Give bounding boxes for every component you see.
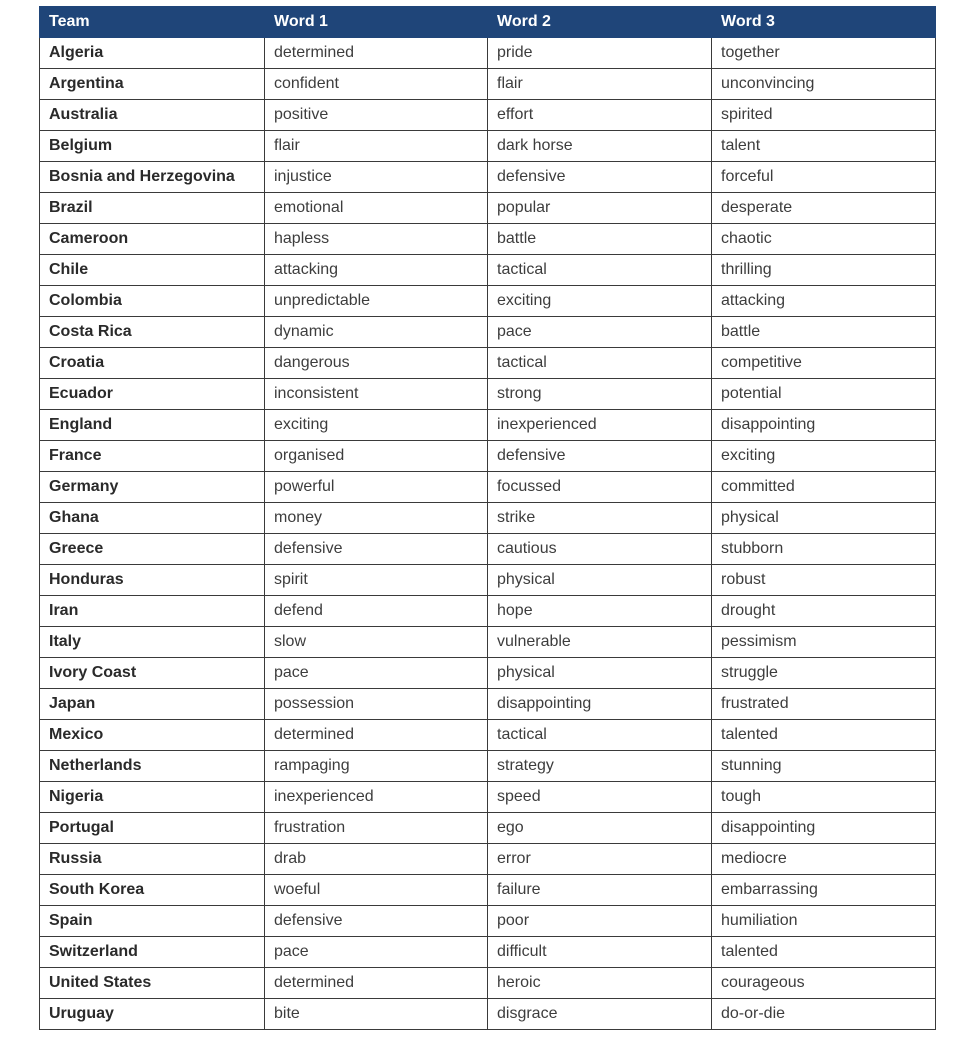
team-cell: Algeria [40, 38, 265, 69]
table-row [40, 658, 936, 689]
word-3-cell: courageous [712, 968, 936, 999]
word-2-cell: heroic [488, 968, 712, 999]
word-3-cell: disappointing [712, 813, 936, 844]
table-row [40, 627, 936, 658]
table-row [40, 751, 936, 782]
team-words-table [39, 6, 936, 1030]
word-2-cell: defensive [488, 162, 712, 193]
table-row [40, 100, 936, 131]
word-2-cell: effort [488, 100, 712, 131]
team-cell: Netherlands [40, 751, 265, 782]
word-2-cell: inexperienced [488, 410, 712, 441]
table-body [40, 38, 936, 1030]
table-header [40, 7, 936, 38]
word-3-cell: humiliation [712, 906, 936, 937]
table-row [40, 534, 936, 565]
word-1-cell: determined [265, 720, 488, 751]
table-row [40, 38, 936, 69]
table-row [40, 937, 936, 968]
word-1-cell: pace [265, 937, 488, 968]
table-row [40, 193, 936, 224]
word-3-cell: potential [712, 379, 936, 410]
word-1-cell: unpredictable [265, 286, 488, 317]
word-2-cell: error [488, 844, 712, 875]
team-cell: Nigeria [40, 782, 265, 813]
word-3-cell: desperate [712, 193, 936, 224]
table-row [40, 999, 936, 1030]
word-3-cell: battle [712, 317, 936, 348]
word-1-cell: determined [265, 38, 488, 69]
team-cell: Japan [40, 689, 265, 720]
team-cell: Ivory Coast [40, 658, 265, 689]
team-cell: Ghana [40, 503, 265, 534]
word-1-cell: spirit [265, 565, 488, 596]
table-row [40, 596, 936, 627]
word-3-cell: physical [712, 503, 936, 534]
word-2-cell: defensive [488, 441, 712, 472]
word-2-cell: poor [488, 906, 712, 937]
word-2-cell: strategy [488, 751, 712, 782]
team-cell: Italy [40, 627, 265, 658]
table-row [40, 410, 936, 441]
word-3-cell: talent [712, 131, 936, 162]
word-2-cell: difficult [488, 937, 712, 968]
word-1-cell: pace [265, 658, 488, 689]
word-1-cell: slow [265, 627, 488, 658]
word-3-cell: mediocre [712, 844, 936, 875]
word-3-cell: competitive [712, 348, 936, 379]
team-cell: Bosnia and Herzegovina [40, 162, 265, 193]
table-row [40, 844, 936, 875]
word-3-cell: embarrassing [712, 875, 936, 906]
table-row [40, 689, 936, 720]
column-header-team: Team [40, 7, 265, 38]
word-3-cell: disappointing [712, 410, 936, 441]
word-2-cell: disgrace [488, 999, 712, 1030]
table-row [40, 379, 936, 410]
column-header-word-1: Word 1 [265, 7, 488, 38]
word-1-cell: inconsistent [265, 379, 488, 410]
team-cell: Costa Rica [40, 317, 265, 348]
word-3-cell: stubborn [712, 534, 936, 565]
table-row [40, 162, 936, 193]
word-3-cell: exciting [712, 441, 936, 472]
table-row [40, 224, 936, 255]
team-cell: Portugal [40, 813, 265, 844]
word-3-cell: committed [712, 472, 936, 503]
word-3-cell: forceful [712, 162, 936, 193]
word-1-cell: defensive [265, 534, 488, 565]
word-1-cell: powerful [265, 472, 488, 503]
word-2-cell: focussed [488, 472, 712, 503]
team-cell: Chile [40, 255, 265, 286]
column-header-word-3: Word 3 [712, 7, 936, 38]
word-3-cell: thrilling [712, 255, 936, 286]
word-2-cell: physical [488, 658, 712, 689]
team-cell: Mexico [40, 720, 265, 751]
word-2-cell: physical [488, 565, 712, 596]
team-cell: Australia [40, 100, 265, 131]
team-cell: France [40, 441, 265, 472]
word-2-cell: dark horse [488, 131, 712, 162]
column-header-word-2: Word 2 [488, 7, 712, 38]
table-row [40, 69, 936, 100]
team-cell: Russia [40, 844, 265, 875]
word-1-cell: frustration [265, 813, 488, 844]
word-1-cell: determined [265, 968, 488, 999]
table-row [40, 131, 936, 162]
word-2-cell: failure [488, 875, 712, 906]
word-2-cell: disappointing [488, 689, 712, 720]
word-1-cell: flair [265, 131, 488, 162]
team-cell: South Korea [40, 875, 265, 906]
word-2-cell: exciting [488, 286, 712, 317]
table-row [40, 317, 936, 348]
team-cell: Uruguay [40, 999, 265, 1030]
word-1-cell: inexperienced [265, 782, 488, 813]
team-cell: Croatia [40, 348, 265, 379]
word-3-cell: chaotic [712, 224, 936, 255]
word-2-cell: pride [488, 38, 712, 69]
word-1-cell: money [265, 503, 488, 534]
word-2-cell: tactical [488, 720, 712, 751]
word-2-cell: hope [488, 596, 712, 627]
word-1-cell: attacking [265, 255, 488, 286]
table-row [40, 720, 936, 751]
team-cell: Switzerland [40, 937, 265, 968]
word-3-cell: together [712, 38, 936, 69]
team-cell: Belgium [40, 131, 265, 162]
word-2-cell: vulnerable [488, 627, 712, 658]
word-1-cell: rampaging [265, 751, 488, 782]
table-row [40, 348, 936, 379]
word-1-cell: dynamic [265, 317, 488, 348]
table-row [40, 503, 936, 534]
header-row [40, 7, 936, 38]
word-1-cell: defensive [265, 906, 488, 937]
table-row [40, 286, 936, 317]
word-2-cell: ego [488, 813, 712, 844]
word-3-cell: struggle [712, 658, 936, 689]
word-2-cell: strong [488, 379, 712, 410]
word-3-cell: unconvincing [712, 69, 936, 100]
word-1-cell: possession [265, 689, 488, 720]
word-3-cell: do-or-die [712, 999, 936, 1030]
word-2-cell: cautious [488, 534, 712, 565]
team-cell: United States [40, 968, 265, 999]
word-3-cell: pessimism [712, 627, 936, 658]
word-3-cell: stunning [712, 751, 936, 782]
table-row [40, 255, 936, 286]
word-3-cell: frustrated [712, 689, 936, 720]
word-2-cell: popular [488, 193, 712, 224]
word-1-cell: injustice [265, 162, 488, 193]
word-2-cell: tactical [488, 348, 712, 379]
word-3-cell: spirited [712, 100, 936, 131]
word-1-cell: emotional [265, 193, 488, 224]
team-cell: Brazil [40, 193, 265, 224]
word-3-cell: talented [712, 720, 936, 751]
word-2-cell: battle [488, 224, 712, 255]
word-1-cell: positive [265, 100, 488, 131]
table-row [40, 813, 936, 844]
table-row [40, 875, 936, 906]
team-cell: Ecuador [40, 379, 265, 410]
table-row [40, 906, 936, 937]
word-3-cell: robust [712, 565, 936, 596]
team-cell: Honduras [40, 565, 265, 596]
word-1-cell: bite [265, 999, 488, 1030]
team-cell: Germany [40, 472, 265, 503]
table-row [40, 472, 936, 503]
word-2-cell: strike [488, 503, 712, 534]
word-1-cell: dangerous [265, 348, 488, 379]
team-cell: Colombia [40, 286, 265, 317]
team-cell: Cameroon [40, 224, 265, 255]
word-1-cell: drab [265, 844, 488, 875]
word-3-cell: talented [712, 937, 936, 968]
team-words-table-container [39, 6, 935, 1030]
word-1-cell: organised [265, 441, 488, 472]
word-2-cell: flair [488, 69, 712, 100]
word-1-cell: defend [265, 596, 488, 627]
word-2-cell: tactical [488, 255, 712, 286]
word-2-cell: pace [488, 317, 712, 348]
word-3-cell: drought [712, 596, 936, 627]
word-1-cell: exciting [265, 410, 488, 441]
word-1-cell: confident [265, 69, 488, 100]
team-cell: England [40, 410, 265, 441]
table-row [40, 441, 936, 472]
table-row [40, 782, 936, 813]
team-cell: Iran [40, 596, 265, 627]
word-1-cell: hapless [265, 224, 488, 255]
team-cell: Argentina [40, 69, 265, 100]
word-3-cell: tough [712, 782, 936, 813]
team-cell: Spain [40, 906, 265, 937]
word-3-cell: attacking [712, 286, 936, 317]
word-1-cell: woeful [265, 875, 488, 906]
word-2-cell: speed [488, 782, 712, 813]
team-cell: Greece [40, 534, 265, 565]
table-row [40, 565, 936, 596]
table-row [40, 968, 936, 999]
